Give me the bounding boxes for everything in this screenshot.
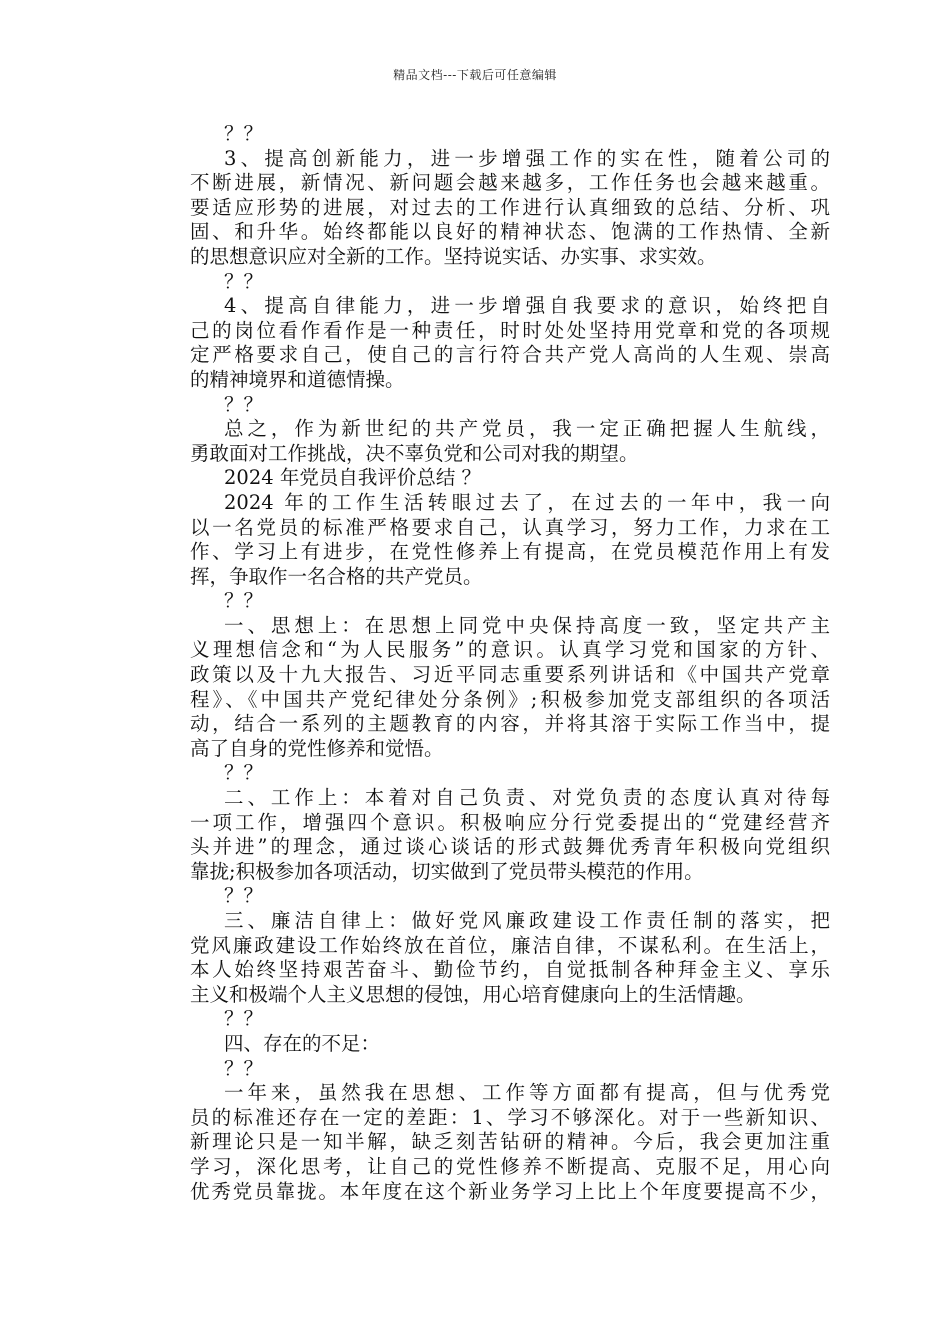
page-header: 精品文档---下载后可任意编辑: [393, 68, 557, 82]
text-line: 动，结合一系列的主题教育的内容，并将其溶于实际工作当中，提: [190, 712, 830, 736]
text-line: 一项工作，增强四个意识。积极响应分行党委提出的“党建经营齐: [190, 810, 830, 834]
text-line: 4、提高自律能力，进一步增强自我要求的意识，始终把自: [224, 294, 830, 318]
text-line: 党风廉政建设工作始终放在首位，廉洁自律，不谋私利。在生活上，: [190, 933, 830, 957]
text-line: 2024 年党员自我评价总结 ？: [224, 466, 482, 490]
text-line: 勇敢面对工作挑战，决不辜负党和公司对我的期望。: [190, 441, 639, 465]
text-line: 高了自身的党性修养和觉悟。: [190, 736, 444, 760]
text-line: 3、提高创新能力，进一步增强工作的实在性，随着公司的: [224, 146, 830, 170]
text-line: 总之，作为新世纪的共产党员，我一定正确把握人生航线，: [224, 417, 830, 441]
text-line: 固、和升华。始终都能以良好的精神状态、饱满的工作热情、全新: [190, 220, 830, 244]
text-line: ？？: [224, 1007, 264, 1031]
text-line: 本人始终坚持艰苦奋斗、勤俭节约，自觉抵制各种拜金主义、享乐: [190, 958, 830, 982]
text-line: 四、存在的不足：: [224, 1031, 381, 1055]
text-line: 作、学习上有进步，在党性修养上有提高，在党员模范作用上有发: [190, 540, 830, 564]
text-line: 主义和极端个人主义思想的侵蚀，用心培育健康向上的生活情趣。: [190, 982, 756, 1006]
text-line: ？？: [224, 269, 264, 293]
text-line: 新理论只是一知半解，缺乏刻苦钻研的精神。今后，我会更加注重: [190, 1130, 830, 1154]
text-line: ？？: [224, 392, 264, 416]
text-line: 义理想信念和“为人民服务”的意识。认真学习党和国家的方针、: [190, 638, 830, 662]
text-line: 2024 年的工作生活转眼过去了，在过去的一年中，我一向: [224, 490, 830, 514]
text-line: 以一名党员的标准严格要求自己，认真学习，努力工作，力求在工: [190, 515, 830, 539]
text-line: 政策以及十九大报告、习近平同志重要系列讲话和《中国共产党章: [190, 663, 830, 687]
text-line: ？？: [224, 884, 264, 908]
text-line: 头并进”的理念，通过谈心谈话的形式鼓舞优秀青年积极向党组织: [190, 835, 830, 859]
text-line: 的精神境界和道德情操。: [190, 367, 405, 391]
text-line: 三、廉洁自律上：做好党风廉政建设工作责任制的落实，把: [224, 909, 830, 932]
text-line: 定严格要求自己，使自己的言行符合共产党人高尚的人生观、崇高: [190, 343, 830, 367]
text-line: ？？: [224, 589, 264, 613]
text-line: ？？: [224, 122, 264, 145]
text-line: 要适应形势的进展，对过去的工作进行认真细致的总结、分析、巩: [190, 195, 830, 219]
text-line: 己的岗位看作看作是一种责任，时时处处坚持用党章和党的各项规: [190, 318, 830, 342]
text-line: 二、工作上：本着对自己负责、对党负责的态度认真对待每: [224, 786, 830, 810]
text-line: 挥，争取作一名合格的共产党员。: [190, 564, 483, 588]
text-line: 一年来，虽然我在思想、工作等方面都有提高，但与优秀党: [224, 1081, 830, 1105]
document-body: [190, 122, 830, 1204]
text-line: 学习，深化思考，让自己的党性修养不断提高、克服不足，用心向: [190, 1154, 830, 1178]
text-line: 靠拢;积极参加各项活动，切实做到了党员带头模范的作用。: [190, 859, 704, 883]
text-line: 的思想意识应对全新的工作。坚持说实话、办实事、求实效。: [190, 244, 717, 268]
text-line: 不断进展，新情况、新问题会越来越多，工作任务也会越来越重。: [190, 171, 830, 195]
text-line: 员的标准还存在一定的差距：1、学习不够深化。对于一些新知识、: [190, 1105, 830, 1129]
text-line: 程》、《中国共产党纪律处分条例》;积极参加党支部组织的各项活: [190, 687, 830, 711]
text-line: 优秀党员靠拢。本年度在这个新业务学习上比上个年度要提高不少，: [190, 1179, 830, 1203]
text-line: 一、思想上：在思想上同党中央保持高度一致，坚定共产主: [224, 613, 830, 637]
text-line: ？？: [224, 761, 264, 785]
text-line: ？？: [224, 1056, 264, 1080]
